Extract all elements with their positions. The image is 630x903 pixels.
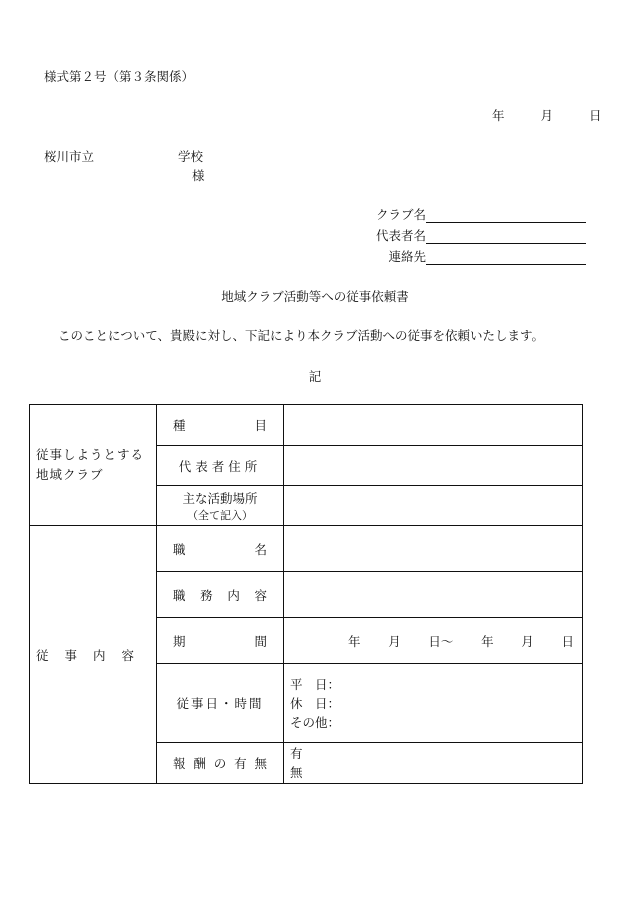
section-duties-text: 従事内容 bbox=[35, 647, 150, 663]
period-dates bbox=[284, 632, 582, 650]
label-rep-address bbox=[157, 446, 284, 486]
body-text: このことについて、貴殿に対し、下記により本クラブ活動への従事を依頼いたします。 bbox=[58, 328, 545, 343]
label-type-text: 種 目 bbox=[173, 418, 267, 433]
date-year: 年 bbox=[492, 108, 505, 123]
label-position bbox=[157, 526, 284, 572]
label-main-place-note: （全て記入） bbox=[187, 508, 253, 522]
period-month1: 月 bbox=[388, 633, 401, 649]
value-workdays[interactable] bbox=[284, 664, 583, 743]
workday-other: その他： bbox=[290, 714, 341, 730]
value-period[interactable] bbox=[284, 618, 583, 664]
document-title: 地域クラブ活動等への従事依頼書 bbox=[221, 289, 409, 304]
value-type[interactable] bbox=[284, 405, 583, 446]
label-duties-text: 職 務 内 容 bbox=[173, 587, 267, 603]
contact-field bbox=[388, 247, 586, 265]
value-duties[interactable] bbox=[284, 572, 583, 618]
addressee-school: 学校 bbox=[178, 149, 204, 164]
label-period bbox=[157, 618, 284, 664]
contact-label: 連絡先 bbox=[388, 249, 426, 264]
label-duties bbox=[157, 572, 284, 618]
representative-line bbox=[426, 229, 586, 244]
request-table bbox=[29, 404, 583, 784]
label-workdays bbox=[157, 664, 284, 743]
date-line bbox=[492, 106, 601, 124]
value-main-place[interactable] bbox=[284, 486, 583, 526]
period-year1: 年 bbox=[348, 633, 361, 649]
label-remuneration-text: 報 酬 の 有 無 bbox=[173, 756, 267, 771]
section-duties-header bbox=[30, 526, 157, 784]
workday-holiday: 休 日： bbox=[290, 695, 341, 711]
period-day2: 日 bbox=[561, 633, 574, 649]
workday-weekday: 平 日： bbox=[290, 676, 341, 692]
period-year2: 年 bbox=[481, 633, 494, 649]
label-rep-address-text: 代表者住所 bbox=[178, 458, 262, 474]
club-name-label: クラブ名 bbox=[375, 207, 426, 222]
value-remuneration[interactable] bbox=[284, 743, 583, 784]
addressee-honorific: 様 bbox=[192, 168, 205, 183]
section-club-line2: 地域クラブ bbox=[36, 467, 104, 482]
label-main-place-text: 主な活動場所 bbox=[182, 490, 258, 506]
representative-field bbox=[376, 226, 586, 244]
remuneration-no: 無 bbox=[290, 765, 303, 780]
club-name-line bbox=[426, 208, 586, 223]
period-day1: 日～ bbox=[428, 633, 454, 649]
label-period-text: 期 間 bbox=[173, 633, 267, 649]
value-position[interactable] bbox=[284, 526, 583, 572]
label-workdays-text: 従事日・時間 bbox=[176, 696, 264, 711]
label-type bbox=[157, 405, 284, 446]
section-club-header bbox=[30, 405, 157, 526]
addressee-city: 桜川市立 bbox=[44, 149, 95, 164]
representative-label: 代表者名 bbox=[375, 228, 426, 243]
remuneration-yes: 有 bbox=[290, 746, 303, 761]
period-month2: 月 bbox=[521, 633, 534, 649]
form-number: 様式第２号（第３条関係） bbox=[44, 69, 195, 84]
date-month: 月 bbox=[540, 108, 553, 123]
label-remuneration bbox=[157, 743, 284, 784]
ki-heading: 記 bbox=[308, 369, 322, 384]
label-main-place bbox=[157, 486, 284, 526]
section-club-line1: 従事しようとする bbox=[36, 447, 145, 462]
contact-line bbox=[426, 250, 586, 265]
label-position-text: 職 名 bbox=[173, 541, 267, 557]
club-name-field bbox=[376, 205, 586, 223]
value-rep-address[interactable] bbox=[284, 446, 583, 486]
date-day: 日 bbox=[588, 108, 602, 123]
